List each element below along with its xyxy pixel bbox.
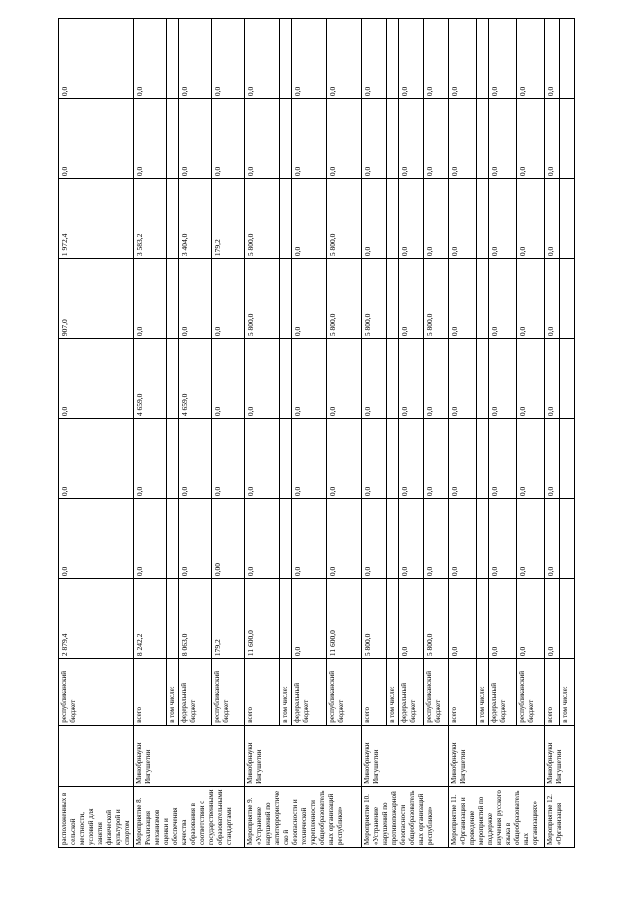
value-cell	[477, 259, 489, 339]
value-cell: 8 242,2	[134, 579, 167, 659]
executor-cell: Минобрнауки Ингушетии	[545, 725, 575, 786]
value-cell: 0,0	[212, 339, 245, 419]
value-cell: 0,0	[59, 339, 134, 419]
value-cell	[387, 579, 399, 659]
funding-source-cell: в том числе:	[477, 659, 489, 726]
value-cell: 0,0	[545, 99, 560, 179]
measure-name-cell: Мероприятие 12. «Организация	[545, 786, 575, 847]
value-cell	[167, 419, 179, 499]
value-cell: 11 600,0	[245, 579, 280, 659]
value-cell	[560, 99, 575, 179]
measure-name-cell: расположенных в сельской местности, условий для занятия физической культурой и спортом	[59, 786, 134, 847]
value-cell: 0,0	[489, 99, 517, 179]
value-cell: 0,0	[362, 19, 387, 99]
value-cell: 0,0	[212, 419, 245, 499]
value-cell: 0,0	[489, 499, 517, 579]
value-cell: 0,0	[424, 419, 449, 499]
measure-name-cell: Мероприятие 9. «Устранение нарушений по антитеррористическо й безопасности и технической укрепленности общеобразовательных организаций республики»	[245, 786, 362, 847]
value-cell: 3 404,0	[179, 179, 212, 259]
table-row	[362, 19, 387, 848]
table-body	[59, 19, 575, 848]
value-cell: 0,0	[545, 499, 560, 579]
value-cell: 0,0	[292, 259, 327, 339]
value-cell: 0,0	[424, 19, 449, 99]
value-cell: 0,0	[517, 179, 545, 259]
funding-source-cell: в том числе:	[387, 659, 399, 726]
funding-source-cell: федеральный бюджет	[292, 659, 327, 726]
value-cell	[560, 259, 575, 339]
value-cell	[280, 579, 292, 659]
value-cell	[387, 339, 399, 419]
value-cell: 0,0	[399, 499, 424, 579]
value-cell: 0,0	[449, 19, 477, 99]
table-row	[327, 19, 362, 848]
value-cell	[280, 339, 292, 419]
funding-source-cell: всего	[362, 659, 387, 726]
table-row	[489, 19, 517, 848]
value-cell: 0,0	[327, 99, 362, 179]
table-row	[212, 19, 245, 848]
value-cell	[560, 499, 575, 579]
value-cell: 0,0	[134, 259, 167, 339]
value-cell: 0,0	[449, 579, 477, 659]
value-cell	[387, 259, 399, 339]
value-cell: 0,0	[517, 499, 545, 579]
funding-source-cell: федеральный бюджет	[399, 659, 424, 726]
value-cell	[167, 259, 179, 339]
value-cell: 0,0	[489, 259, 517, 339]
table-row	[387, 19, 399, 848]
value-cell: 1 972,4	[59, 179, 134, 259]
value-cell	[167, 339, 179, 419]
value-cell: 0,0	[489, 179, 517, 259]
table-row	[280, 19, 292, 848]
funding-source-cell: всего	[545, 659, 560, 726]
table-row	[449, 19, 477, 848]
value-cell: 0,0	[292, 579, 327, 659]
value-cell: 0,0	[179, 419, 212, 499]
value-cell: 0,0	[399, 419, 424, 499]
value-cell: 0,0	[449, 339, 477, 419]
value-cell: 0,0	[292, 419, 327, 499]
value-cell: 0,0	[179, 19, 212, 99]
value-cell	[280, 19, 292, 99]
value-cell: 0,0	[245, 19, 280, 99]
value-cell: 5 800,0	[245, 259, 280, 339]
table-row	[560, 19, 575, 848]
value-cell	[387, 19, 399, 99]
value-cell: 0,0	[424, 339, 449, 419]
value-cell: 0,0	[545, 339, 560, 419]
value-cell: 0,0	[545, 579, 560, 659]
funding-source-cell: в том числе:	[280, 659, 292, 726]
value-cell: 0,0	[179, 259, 212, 339]
value-cell	[167, 179, 179, 259]
value-cell: 0,0	[362, 499, 387, 579]
value-cell	[477, 19, 489, 99]
value-cell: 0,0	[59, 419, 134, 499]
value-cell: 4 659,0	[179, 339, 212, 419]
value-cell: 0,0	[327, 339, 362, 419]
executor-cell: Минобрнауки Ингушетии	[245, 725, 362, 786]
value-cell: 0,0	[517, 579, 545, 659]
value-cell: 0,0	[399, 19, 424, 99]
funding-source-cell: федеральный бюджет	[489, 659, 517, 726]
value-cell: 0,0	[292, 499, 327, 579]
value-cell: 0,0	[399, 579, 424, 659]
value-cell	[280, 179, 292, 259]
value-cell	[477, 179, 489, 259]
value-cell	[477, 499, 489, 579]
funding-source-cell: республиканский бюджет	[517, 659, 545, 726]
executor-cell	[59, 725, 134, 786]
value-cell	[560, 579, 575, 659]
value-cell: 0,0	[292, 339, 327, 419]
table-row	[517, 19, 545, 848]
table-row	[292, 19, 327, 848]
value-cell: 0,0	[399, 99, 424, 179]
value-cell: 0,0	[545, 179, 560, 259]
table-row	[399, 19, 424, 848]
value-cell	[167, 99, 179, 179]
value-cell	[477, 339, 489, 419]
value-cell	[560, 419, 575, 499]
value-cell: 5 800,0	[424, 259, 449, 339]
value-cell	[280, 499, 292, 579]
table-row	[167, 19, 179, 848]
value-cell: 0,0	[489, 19, 517, 99]
value-cell: 0,0	[449, 99, 477, 179]
value-cell: 0,0	[362, 99, 387, 179]
value-cell: 0,0	[212, 19, 245, 99]
value-cell	[280, 99, 292, 179]
table-row	[477, 19, 489, 848]
value-cell: 0,0	[362, 419, 387, 499]
value-cell: 0,0	[134, 419, 167, 499]
value-cell: 0,0	[362, 339, 387, 419]
funding-source-cell: всего	[134, 659, 167, 726]
value-cell: 3 583,2	[134, 179, 167, 259]
value-cell: 0,0	[59, 19, 134, 99]
value-cell: 0,0	[517, 419, 545, 499]
value-cell: 0,0	[327, 19, 362, 99]
funding-source-cell: федеральный бюджет	[179, 659, 212, 726]
measure-name-cell: Мероприятие 11. «Организация и проведение мероприятий по поддержке изучения русского языка в общеобразовательных организациях»	[449, 786, 545, 847]
value-cell	[167, 499, 179, 579]
value-cell: 179,2	[212, 579, 245, 659]
value-cell: 5 800,0	[245, 179, 280, 259]
value-cell: 0,0	[327, 499, 362, 579]
value-cell: 0,0	[179, 99, 212, 179]
executor-cell: Минобрнауки Ингушетии	[449, 725, 545, 786]
funding-source-cell: республиканский бюджет	[327, 659, 362, 726]
value-cell	[167, 19, 179, 99]
value-cell	[560, 19, 575, 99]
value-cell: 0,0	[292, 19, 327, 99]
value-cell: 0,0	[517, 259, 545, 339]
funding-source-cell: республиканский бюджет	[212, 659, 245, 726]
value-cell: 179,2	[212, 179, 245, 259]
funding-source-cell: в том числе:	[167, 659, 179, 726]
value-cell: 0,0	[134, 99, 167, 179]
value-cell	[560, 339, 575, 419]
table-row	[545, 19, 560, 848]
budget-table	[58, 18, 575, 848]
value-cell: 8 063,0	[179, 579, 212, 659]
value-cell: 907,0	[59, 259, 134, 339]
value-cell: 4 659,0	[134, 339, 167, 419]
value-cell: 0,0	[245, 99, 280, 179]
table-row	[179, 19, 212, 848]
value-cell: 0,0	[399, 179, 424, 259]
value-cell: 0,0	[545, 19, 560, 99]
table-row	[134, 19, 167, 848]
value-cell: 0,00	[212, 499, 245, 579]
funding-source-cell: в том числе:	[560, 659, 575, 726]
measure-name-cell: Мероприятие 10. «Устранение нарушений по противопожарной безопасности общеобразовательных организаций республики»	[362, 786, 449, 847]
value-cell: 0,0	[245, 419, 280, 499]
value-cell: 0,0	[59, 499, 134, 579]
value-cell: 0,0	[212, 259, 245, 339]
rotated-table-container	[58, 18, 569, 848]
value-cell: 0,0	[59, 99, 134, 179]
value-cell: 0,0	[517, 99, 545, 179]
value-cell: 0,0	[489, 579, 517, 659]
value-cell: 0,0	[399, 339, 424, 419]
value-cell	[387, 419, 399, 499]
value-cell: 0,0	[449, 499, 477, 579]
value-cell: 5 800,0	[362, 259, 387, 339]
value-cell: 0,0	[245, 499, 280, 579]
table-row	[245, 19, 280, 848]
value-cell	[167, 579, 179, 659]
value-cell: 5 800,0	[327, 179, 362, 259]
value-cell	[387, 99, 399, 179]
executor-cell: Минобрнауки Ингушетии	[134, 725, 245, 786]
value-cell: 0,0	[517, 19, 545, 99]
value-cell	[387, 499, 399, 579]
value-cell	[477, 419, 489, 499]
measure-name-cell: Мероприятие 8. Реализация механизмов оценки и обеспечения качества образования в соответствии с государственными образовательными стандартами	[134, 786, 245, 847]
table-row	[59, 19, 134, 848]
funding-source-cell: республиканский бюджет	[59, 659, 134, 726]
value-cell: 0,0	[424, 99, 449, 179]
funding-source-cell: всего	[449, 659, 477, 726]
value-cell	[477, 579, 489, 659]
value-cell: 0,0	[212, 99, 245, 179]
value-cell: 5 800,0	[327, 259, 362, 339]
value-cell	[280, 419, 292, 499]
funding-source-cell: всего	[245, 659, 280, 726]
value-cell: 0,0	[134, 19, 167, 99]
value-cell	[280, 259, 292, 339]
value-cell: 0,0	[449, 259, 477, 339]
table-row	[424, 19, 449, 848]
value-cell: 0,0	[292, 99, 327, 179]
value-cell: 0,0	[134, 499, 167, 579]
value-cell: 0,0	[489, 339, 517, 419]
value-cell: 0,0	[327, 419, 362, 499]
value-cell: 5 800,0	[424, 579, 449, 659]
value-cell: 0,0	[449, 179, 477, 259]
value-cell: 0,0	[292, 179, 327, 259]
value-cell: 0,0	[545, 419, 560, 499]
value-cell: 11 600,0	[327, 579, 362, 659]
value-cell: 0,0	[362, 179, 387, 259]
value-cell: 2 879,4	[59, 579, 134, 659]
value-cell: 0,0	[545, 259, 560, 339]
value-cell	[387, 179, 399, 259]
funding-source-cell: республиканский бюджет	[424, 659, 449, 726]
executor-cell: Минобрнауки Ингушетии	[362, 725, 449, 786]
value-cell: 0,0	[424, 499, 449, 579]
value-cell: 0,0	[517, 339, 545, 419]
value-cell	[560, 179, 575, 259]
value-cell: 0,0	[399, 259, 424, 339]
value-cell: 0,0	[489, 419, 517, 499]
value-cell: 5 800,0	[362, 579, 387, 659]
value-cell: 0,0	[179, 499, 212, 579]
value-cell: 0,0	[424, 179, 449, 259]
value-cell	[477, 99, 489, 179]
value-cell: 0,0	[245, 339, 280, 419]
value-cell: 0,0	[449, 419, 477, 499]
